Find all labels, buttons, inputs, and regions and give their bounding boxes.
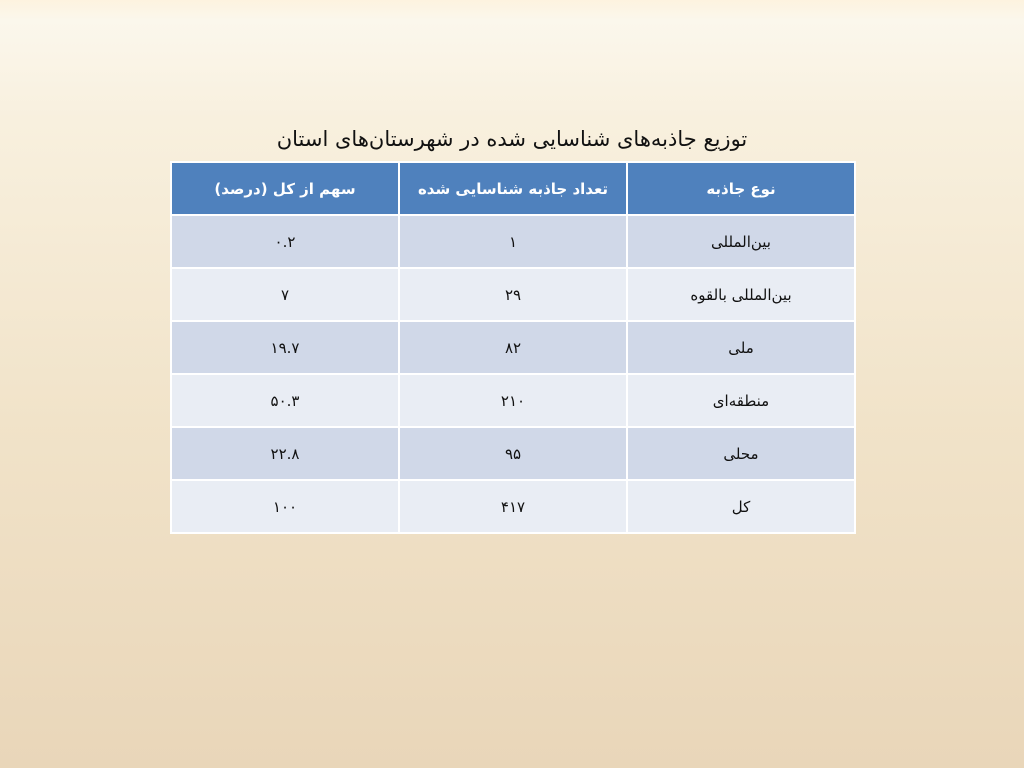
cell-type: بین‌المللی	[627, 215, 855, 268]
cell-share: ۷	[171, 268, 399, 321]
cell-count: ۴۱۷	[399, 480, 627, 533]
cell-share: ۰.۲	[171, 215, 399, 268]
cell-type: محلی	[627, 427, 855, 480]
slide-title: توزیع جاذبه‌های شناسایی شده در شهرستان‌های استان	[276, 127, 748, 151]
cell-type: کل	[627, 480, 855, 533]
table-header-row	[171, 162, 855, 215]
cell-type: منطقه‌ای	[627, 374, 855, 427]
cell-count: ۹۵	[399, 427, 627, 480]
cell-share: ۱۹.۷	[171, 321, 399, 374]
cell-share: ۵۰.۳	[171, 374, 399, 427]
cell-type: ملی	[627, 321, 855, 374]
table-row	[171, 321, 855, 374]
header-attraction-type: نوع جاذبه	[627, 162, 855, 215]
table-row	[171, 374, 855, 427]
attractions-table	[170, 161, 856, 534]
cell-count: ۱	[399, 215, 627, 268]
table-row-total	[171, 480, 855, 533]
table-row	[171, 268, 855, 321]
cell-share: ۲۲.۸	[171, 427, 399, 480]
header-identified-count: تعداد جاذبه شناسایی شده	[399, 162, 627, 215]
cell-share: ۱۰۰	[171, 480, 399, 533]
cell-count: ۸۲	[399, 321, 627, 374]
cell-count: ۲۱۰	[399, 374, 627, 427]
table-row	[171, 427, 855, 480]
cell-count: ۲۹	[399, 268, 627, 321]
header-share-percent: سهم از کل (درصد)	[171, 162, 399, 215]
table-row	[171, 215, 855, 268]
cell-type: بین‌المللی بالقوه	[627, 268, 855, 321]
